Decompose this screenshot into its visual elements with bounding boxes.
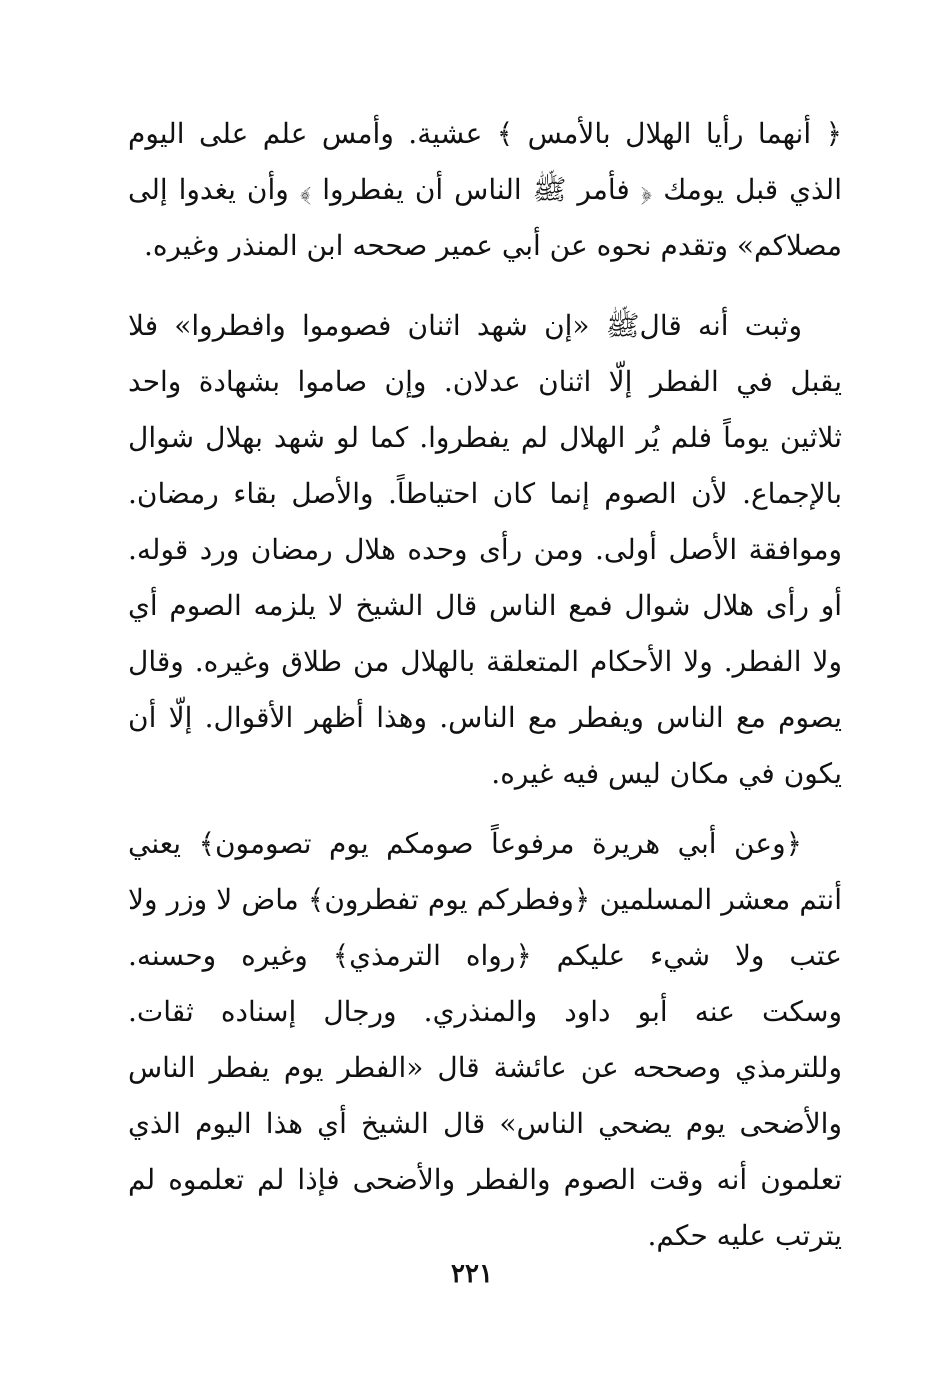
text-line: ولا الفطر. ولا الأحكام المتعلقة بالهلال من طلاق وغيره. وقال <box>128 645 842 678</box>
text-line: وثبت أنه قالﷺ «إن شهد اثنان فصوموا وافطروا» فلا <box>128 309 802 342</box>
text-line: تعلمون أنه وقت الصوم والفطر والأضحى فإذا لم تعلموه لم <box>128 1163 842 1196</box>
paragraph-1 <box>128 106 842 274</box>
page-number: ٢٢١ <box>451 1259 493 1289</box>
text-line: الذي قبل يومك ﴿ فأمر ﷺ الناس أن يفطروا ﴾ وأن يغدوا إلى <box>128 173 842 206</box>
text-line: مصلاكم» وتقدم نحوه عن أبي عمير صححه ابن المنذر وغيره. <box>143 229 842 262</box>
text-line: يصوم مع الناس ويفطر مع الناس. وهذا أظهر الأقوال. إلّا أن <box>128 701 842 734</box>
text-line: وموافقة الأصل أولى. ومن رأى وحده هلال رمضان ورد قوله. <box>128 533 842 566</box>
text-line: وسكت عنه أبو داود والمنذري. ورجال إسناده ثقات. <box>128 995 842 1028</box>
paragraph-2 <box>128 298 842 802</box>
text-line: يترتب عليه حكم. <box>647 1219 842 1252</box>
paragraph-3 <box>128 816 842 1264</box>
text-line: ﴿ أنهما رأيا الهلال بالأمس ﴾ عشية. وأمس علم على اليوم <box>128 117 842 150</box>
text-line: أنتم معشر المسلمين ﴿وفطركم يوم تفطرون﴾ ماض لا وزر ولا <box>128 883 842 916</box>
text-line: وللترمذي وصححه عن عائشة قال «الفطر يوم يفطر الناس <box>128 1051 842 1084</box>
text-line: ثلاثين يوماً فلم يُر الهلال لم يفطروا. كما لو شهد بهلال شوال <box>128 421 842 454</box>
text-line: عتب ولا شيء عليكم ﴿رواه الترمذي﴾ وغيره وحسنه. <box>128 939 842 972</box>
text-line: ﴿وعن أبي هريرة مرفوعاً صومكم يوم تصومون﴾ يعني <box>128 827 802 860</box>
text-line: يقبل في الفطر إلّا اثنان عدلان. وإن صاموا بشهادة واحد <box>128 365 842 398</box>
text-line: يكون في مكان ليس فيه غيره. <box>491 757 842 790</box>
text-line: بالإجماع. لأن الصوم إنما كان احتياطاً. والأصل بقاء رمضان. <box>128 477 842 510</box>
text-line: والأضحى يوم يضحي الناس» قال الشيخ أي هذا اليوم الذي <box>128 1107 842 1140</box>
text-line: أو رأى هلال شوال فمع الناس قال الشيخ لا يلزمه الصوم أي <box>128 589 842 622</box>
